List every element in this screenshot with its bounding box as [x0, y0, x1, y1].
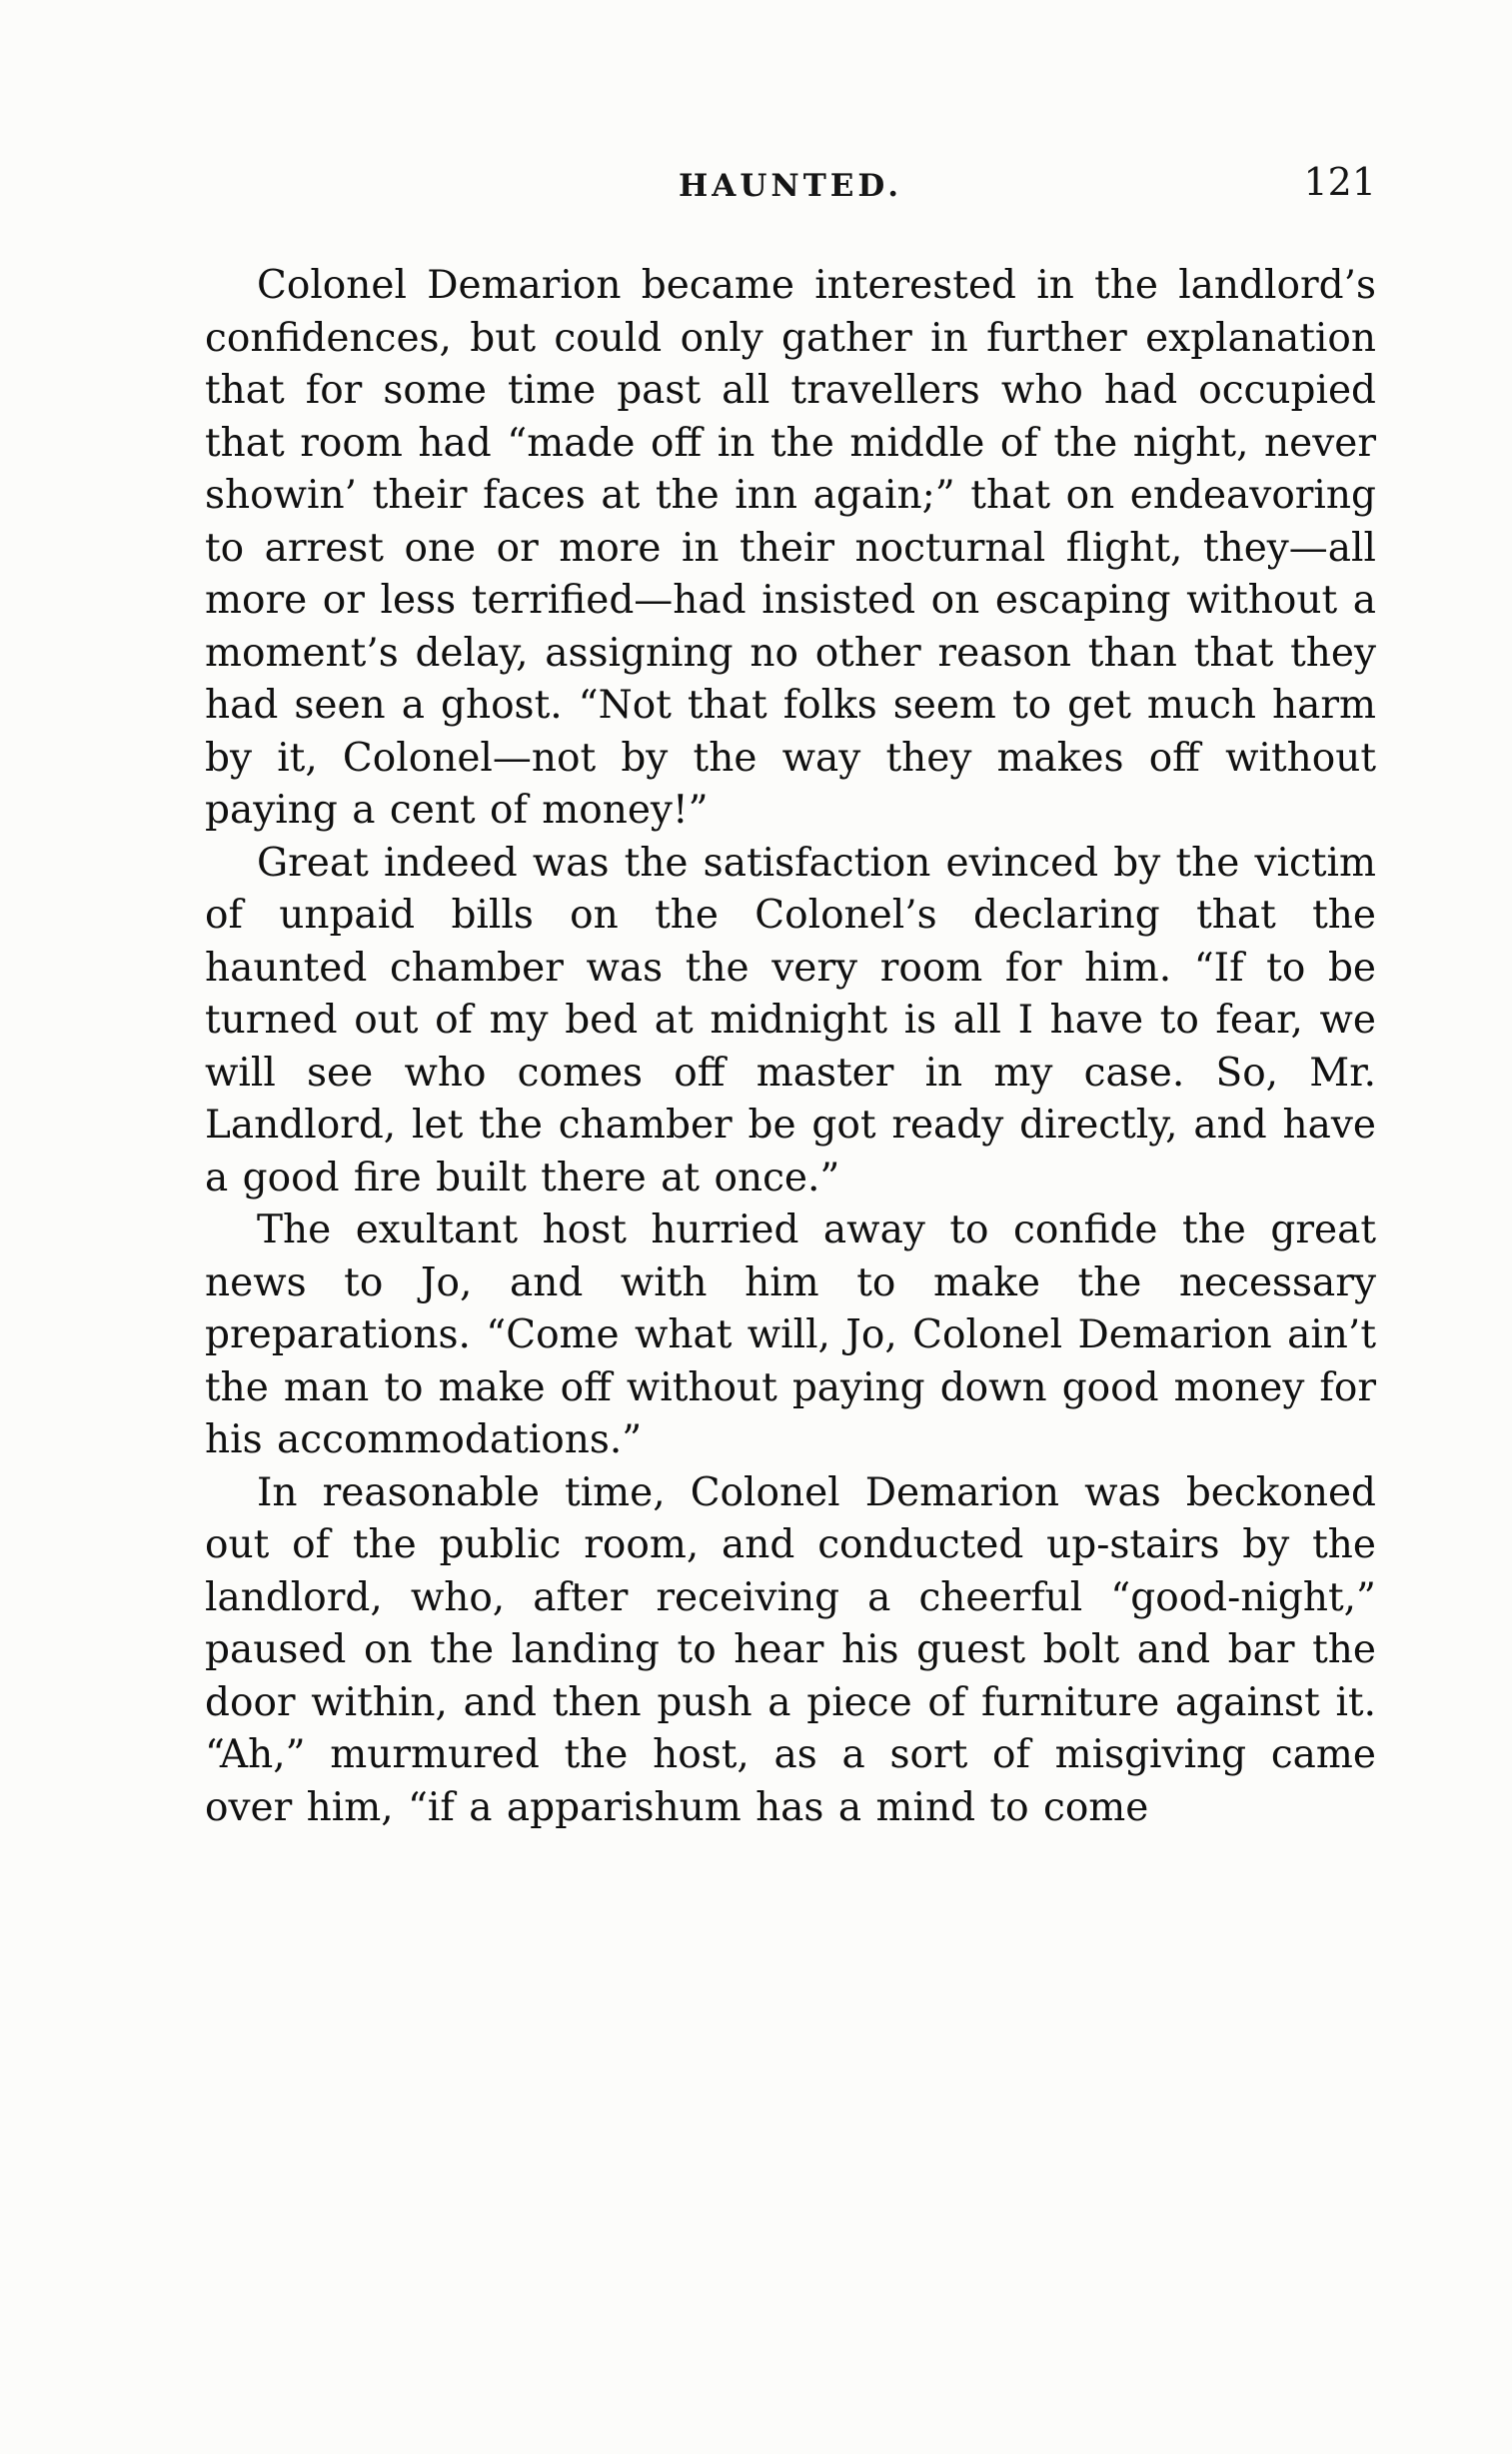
text-block — [205, 160, 1376, 1834]
paragraph: Colonel Demarion became interested in the landlord’s confidences, but could only gather in further explanation that for some time past all travellers who had occupied that room had “made off in the middle of the night, never showin’ their faces at the inn again;” that on endeavoring to arrest one or more in their nocturnal flight, they—all more or less terrified—had insisted on escaping without a moment’s delay, assigning no other reason than that they had seen a ghost. “Not that folks seem to get much harm by it, Colonel—not by the way they makes off without paying a cent of money!” — [205, 263, 1376, 833]
running-head-title: HAUNTED. — [679, 168, 902, 204]
running-head — [205, 160, 1376, 212]
paragraph: In reasonable time, Colonel Demarion was beckoned out of the public room, and conducted up-stairs by the landlord, who, after receiving a cheerful “good-night,” paused on the landing to hear his guest bolt and bar the door within, and then push a piece of furniture against it. “Ah,” murmured the host, as a sort of misgiving came over him, “if a apparishum has a mind to come — [205, 1469, 1376, 1830]
page-number: 121 — [1303, 160, 1376, 204]
paragraph: Great indeed was the satisfaction evinced by the victim of unpaid bills on the Colonel’s declaring that the haunted chamber was the very room for him. “If to be turned out of my bed at midnight is all I have to fear, we will see who comes off master in my case. So, Mr. Landlord, let the chamber be got ready directly, and have a good fire built there at once.” — [205, 840, 1376, 1201]
paragraph: The exultant host hurried away to confide the great news to Jo, and with him to make the necessary preparations. “Come what will, Jo, Colonel Demarion ain’t the man to make off without paying down good money for his accommodations.” — [205, 1208, 1376, 1462]
